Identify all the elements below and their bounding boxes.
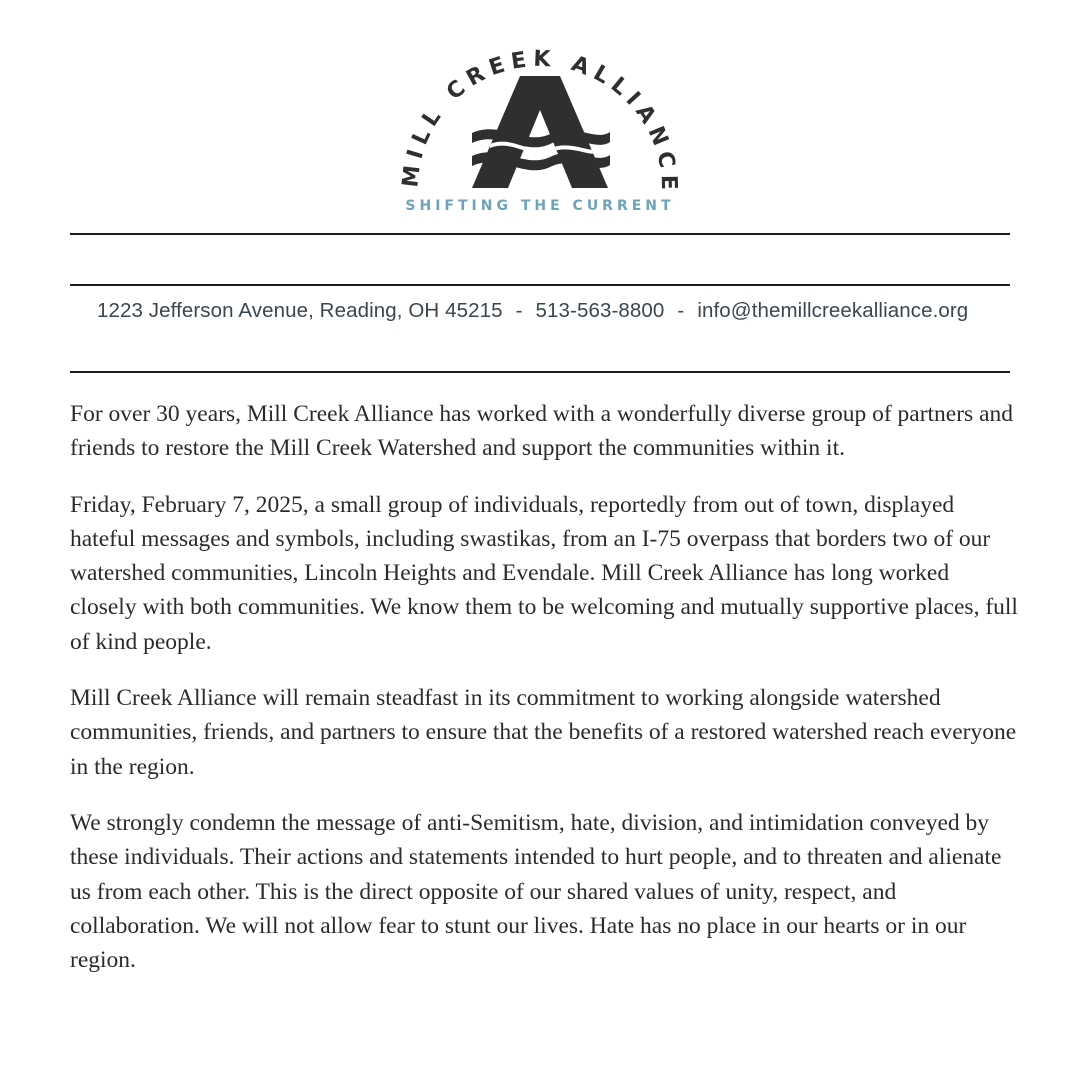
logo-tagline: SHIFTING THE CURRENT	[405, 198, 675, 214]
logo-a-mark	[472, 76, 610, 188]
mill-creek-alliance-logo	[390, 38, 690, 218]
statement-paragraph: Friday, February 7, 2025, a small group of individuals, reportedly from out of town, displayed hateful messages and symbols, including swastikas, from an I-75 overpass that borders two of our watershed communities, Lincoln Heights and Evendale. Mill Creek Alliance has long worked closely with both communities. We know them to be welcoming and mutually supportive places, full of kind people.	[70, 491, 1018, 655]
divider-contact-bottom	[70, 371, 1010, 373]
statement-paragraph: For over 30 years, Mill Creek Alliance has worked with a wonderfully diverse group of partners and friends to restore the Mill Creek Watershed and support the communities within it.	[70, 401, 1014, 462]
contact-email: info@themillcreekalliance.org	[697, 299, 969, 322]
divider-contact-top	[70, 284, 1010, 286]
statement-paragraph: We strongly condemn the message of anti-Semitism, hate, division, and intimidation conveyed by these individuals. Their actions and statements intended to hurt people, and to threaten and alienate us from each other. This is the direct opposite of our shared values of unity, respect, and collaboration. We will not allow fear to stunt our lives. Hate has no place in our hearts or in our region.	[70, 809, 1002, 974]
contact-line	[97, 299, 1047, 323]
contact-separator: -	[677, 299, 685, 322]
statement-paragraph: Mill Creek Alliance will remain steadfast in its commitment to working alongside watershed communities, friends, and partners to ensure that the benefits of a restored watershed reach everyone in the region.	[70, 685, 1017, 780]
logo-arc-text	[398, 47, 681, 197]
contact-separator: -	[515, 299, 523, 322]
contact-address: 1223 Jefferson Avenue, Reading, OH 45215	[97, 299, 503, 322]
statement-body	[70, 397, 1020, 999]
contact-phone: 513-563-8800	[535, 299, 665, 322]
logo-graphic	[390, 38, 690, 218]
logo-arc-textpath: MILL CREEK ALLIANCE	[398, 46, 682, 197]
divider-top	[70, 233, 1010, 235]
